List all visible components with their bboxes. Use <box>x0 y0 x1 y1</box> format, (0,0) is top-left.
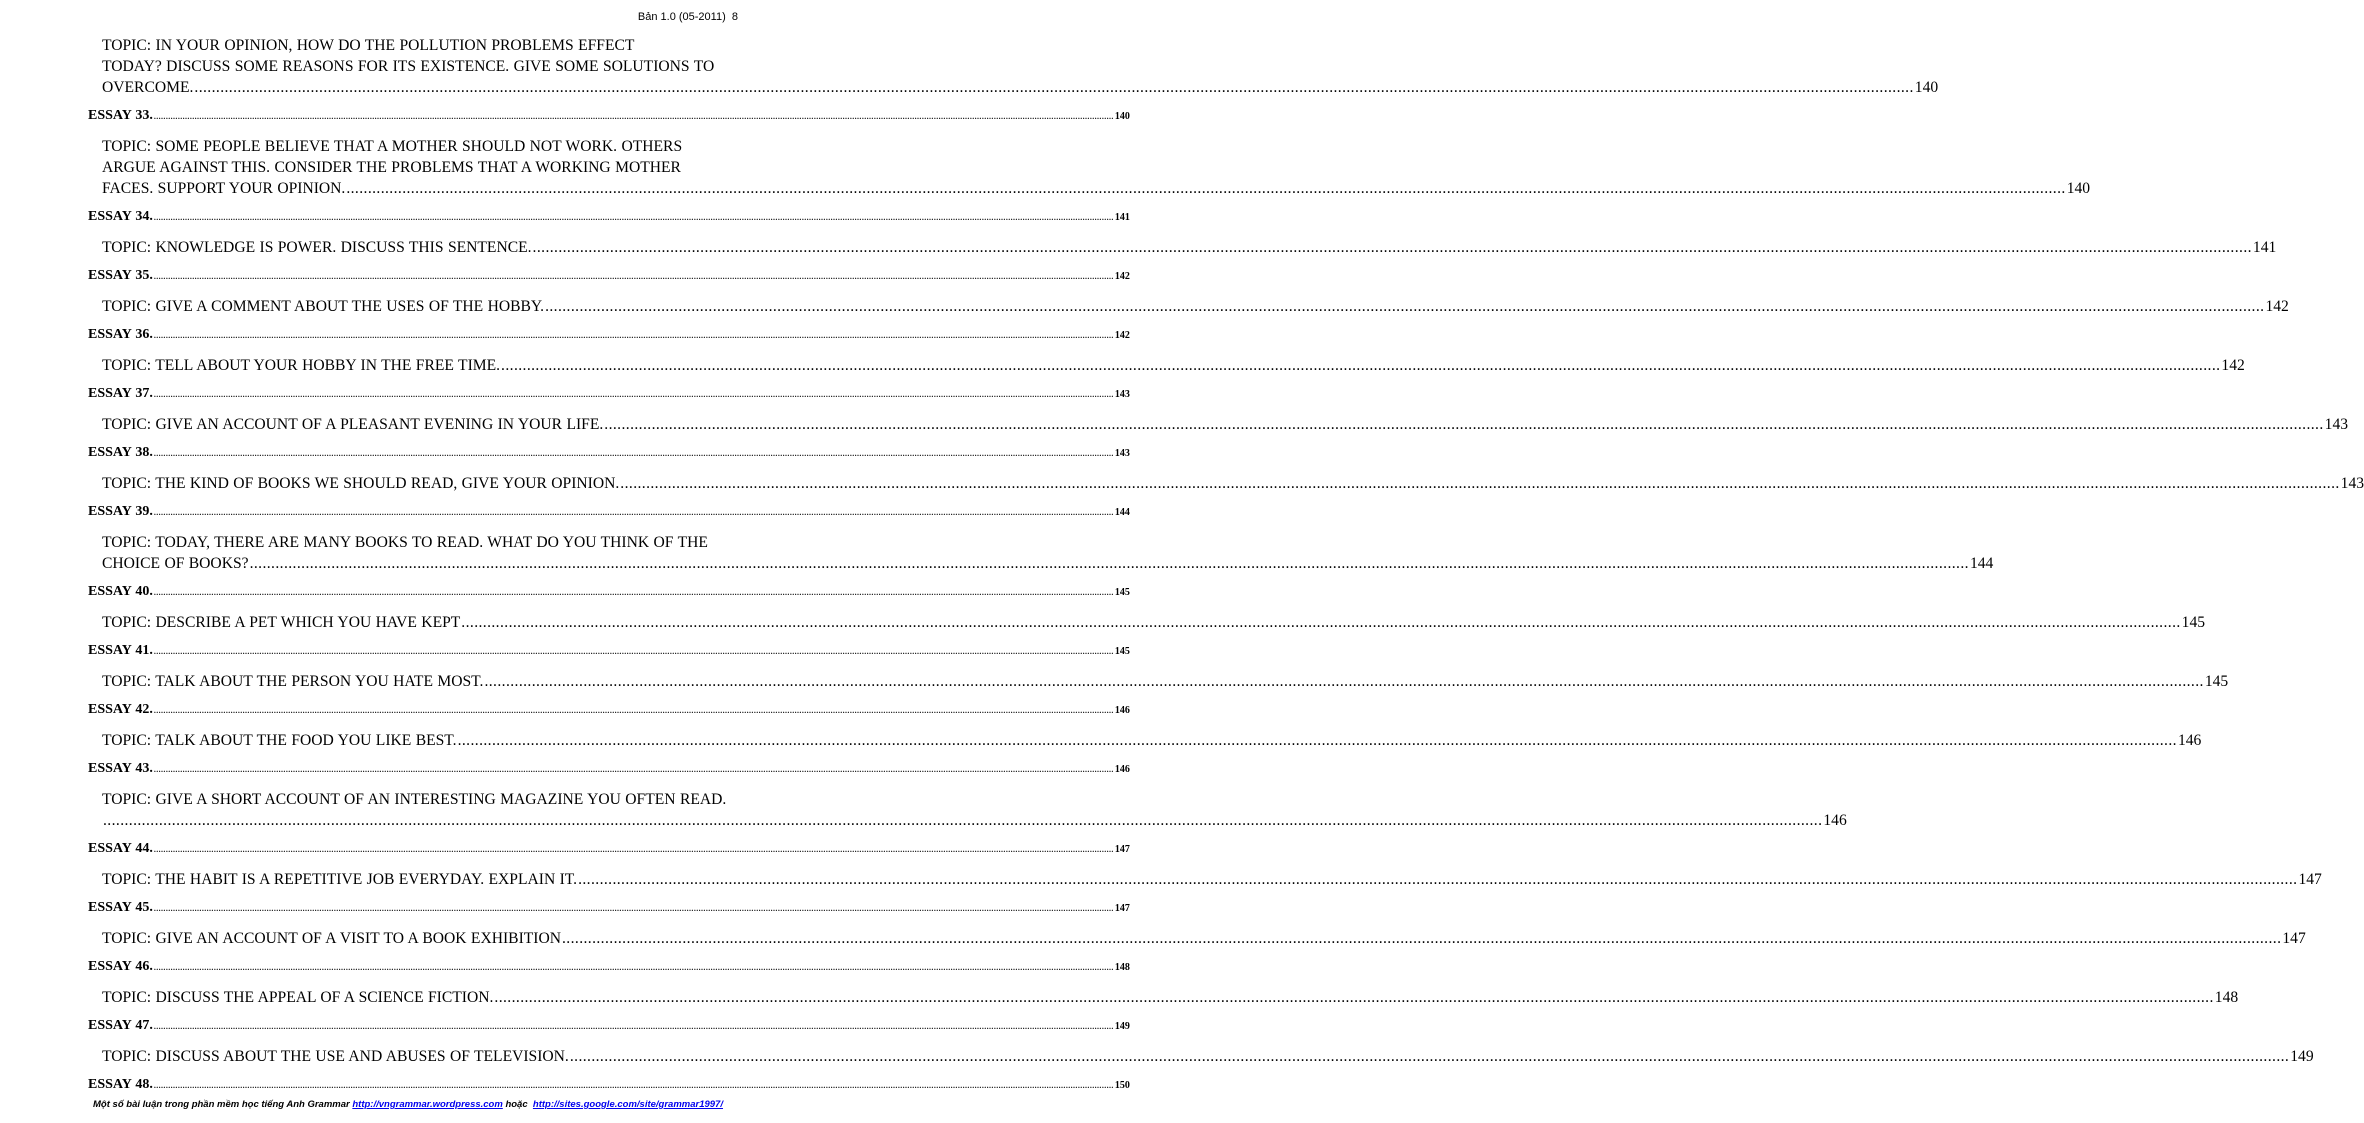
toc-page-number: 146 <box>1823 812 1847 829</box>
toc-page-number: 145 <box>1114 587 1130 598</box>
toc-page-number: 147 <box>1114 903 1130 914</box>
toc-essay-entry[interactable] <box>88 106 1130 127</box>
toc-entry-leader-row <box>88 839 1130 860</box>
toc-page-number: 141 <box>1114 212 1130 223</box>
toc-essay-entry[interactable] <box>88 700 1130 721</box>
toc-page-number: 145 <box>2204 673 2229 690</box>
toc-essay-entry[interactable] <box>88 1075 1130 1096</box>
toc-entry-leader-row <box>88 1075 1130 1096</box>
dot-leader: ................................................................................................................................................................................................................................................................................................................................................................................................................ <box>153 508 1114 517</box>
footer-link-google-sites[interactable]: http://sites.google.com/site/grammar1997/ <box>532 1099 723 1110</box>
toc-topic-entry[interactable] <box>88 473 2364 494</box>
toc-entry-leader-row <box>102 671 2229 692</box>
toc-entry-leader-row <box>88 759 1130 780</box>
toc-essay-entry[interactable] <box>88 325 1130 346</box>
toc-entry-leader-row <box>102 77 1939 98</box>
toc-entry-title: ESSAY 43. <box>88 761 153 776</box>
dot-leader: ................................................................................................................................................................................................................................................................................................................................................................................................................ <box>153 1081 1114 1090</box>
toc-entry-title: ESSAY 41. <box>88 643 153 658</box>
toc-entry-leader-row <box>88 443 1130 464</box>
toc-entry-leader-row <box>102 928 2306 949</box>
toc-entry-title: ESSAY 36. <box>88 327 153 342</box>
page-header <box>638 11 738 23</box>
dot-leader: ................................................................................................................................................................................................................................................................................................................................................................................................................ <box>153 845 1114 854</box>
toc-page-number: 145 <box>2181 614 2206 631</box>
toc-entry-title: ESSAY 47. <box>88 1018 153 1033</box>
footer-link-wordpress[interactable]: http://vngrammar.wordpress.com <box>352 1099 503 1110</box>
toc-entry-title: ESSAY 44. <box>88 841 153 856</box>
toc-page-number: 142 <box>2221 357 2245 374</box>
toc-entry-leader-row <box>102 414 2349 435</box>
toc-topic-entry[interactable] <box>88 869 2322 890</box>
toc-entry-leader-row <box>88 266 1130 287</box>
dot-leader: ................................................................................................................................................................................................................................................................................................................................................................................................................ <box>494 989 2214 1006</box>
toc-page-number: 143 <box>2340 475 2364 492</box>
toc-topic-entry[interactable] <box>88 987 2239 1008</box>
dot-leader: ................................................................................................................................................................................................................................................................................................................................................................................................................ <box>103 812 1823 829</box>
dot-leader: ................................................................................................................................................................................................................................................................................................................................................................................................................ <box>457 732 2177 749</box>
toc-entry-leader-row <box>102 355 2245 376</box>
toc-entry-leader-row <box>102 237 2277 258</box>
toc-entry-leader-row <box>88 106 1130 127</box>
dot-leader: ................................................................................................................................................................................................................................................................................................................................................................................................................ <box>153 390 1114 399</box>
toc-entry-title: ESSAY 48. <box>88 1077 153 1092</box>
table-of-contents <box>88 35 2364 1105</box>
toc-entry-leader-row <box>88 641 1130 662</box>
toc-page-number: 146 <box>1114 705 1130 716</box>
toc-page-number: 147 <box>1114 844 1130 855</box>
toc-page-number: 146 <box>1114 764 1130 775</box>
toc-entry-title: TOPIC: GIVE A COMMENT ABOUT THE USES OF THE HOBBY. <box>102 298 545 315</box>
toc-entry-title: TOPIC: GIVE AN ACCOUNT OF A VISIT TO A BOOK EXHIBITION <box>102 930 561 947</box>
toc-essay-entry[interactable] <box>88 443 1130 464</box>
version-label: Bản 1.0 (05-2011) <box>637 11 726 23</box>
toc-entry-leader-row <box>88 207 1130 228</box>
toc-entry-title: TOPIC: THE HABIT IS A REPETITIVE JOB EVERYDAY. EXPLAIN IT. <box>102 871 578 888</box>
page-footer <box>0 1099 816 1110</box>
toc-entry-title: TOPIC: KNOWLEDGE IS POWER. DISCUSS THIS SENTENCE. <box>102 239 532 256</box>
toc-essay-entry[interactable] <box>88 641 1130 662</box>
toc-essay-entry[interactable] <box>88 759 1130 780</box>
toc-entry-line: TOPIC: GIVE A SHORT ACCOUNT OF AN INTERESTING MAGAZINE YOU OFTEN READ. <box>102 791 727 808</box>
toc-essay-entry[interactable] <box>88 207 1130 228</box>
dot-leader: ................................................................................................................................................................................................................................................................................................................................................................................................................ <box>578 871 2298 888</box>
toc-page-number: 142 <box>1114 330 1130 341</box>
toc-topic-entry[interactable] <box>88 296 2289 317</box>
toc-topic-entry[interactable] <box>88 35 1939 98</box>
toc-topic-entry[interactable] <box>88 671 2229 692</box>
toc-page-number: 140 <box>1114 111 1130 122</box>
dot-leader: ................................................................................................................................................................................................................................................................................................................................................................................................................ <box>153 112 1114 121</box>
toc-topic-entry[interactable] <box>88 355 2245 376</box>
toc-entry-title: ESSAY 46. <box>88 959 153 974</box>
toc-essay-entry[interactable] <box>88 384 1130 405</box>
toc-entry-title: ESSAY 35. <box>88 268 153 283</box>
dot-leader: ................................................................................................................................................................................................................................................................................................................................................................................................................ <box>620 475 2340 492</box>
toc-page-number: 147 <box>2298 871 2322 888</box>
toc-entry-leader-row <box>88 957 1130 978</box>
toc-entry-title: ESSAY 45. <box>88 900 153 915</box>
toc-entry-title: TOPIC: DESCRIBE A PET WHICH YOU HAVE KEPT <box>102 614 461 631</box>
toc-essay-entry[interactable] <box>88 582 1130 603</box>
toc-topic-entry[interactable] <box>88 928 2306 949</box>
toc-page-number: 149 <box>1114 1021 1130 1032</box>
toc-topic-entry[interactable] <box>88 532 1994 574</box>
toc-entry-line: TOPIC: IN YOUR OPINION, HOW DO THE POLLUTION PROBLEMS EFFECT <box>102 37 635 54</box>
dot-leader: ................................................................................................................................................................................................................................................................................................................................................................................................................ <box>153 647 1114 656</box>
toc-entry-leader-row <box>102 1046 2314 1067</box>
dot-leader: ................................................................................................................................................................................................................................................................................................................................................................................................................ <box>153 272 1114 281</box>
toc-page-number: 143 <box>2324 416 2349 433</box>
footer-conjunction: hoặc <box>505 1099 528 1110</box>
dot-leader: ................................................................................................................................................................................................................................................................................................................................................................................................................ <box>501 357 2221 374</box>
toc-entry-line: TODAY? DISCUSS SOME REASONS FOR ITS EXISTENCE. GIVE SOME SOLUTIONS TO <box>102 58 715 75</box>
toc-entry-title: FACES. SUPPORT YOUR OPINION. <box>102 180 346 197</box>
toc-page-number: 140 <box>1914 79 1939 96</box>
dot-leader: ................................................................................................................................................................................................................................................................................................................................................................................................................ <box>346 180 2066 197</box>
toc-entry-line: ARGUE AGAINST THIS. CONSIDER THE PROBLEMS THAT A WORKING MOTHER <box>102 159 681 176</box>
toc-page-number: 141 <box>2252 239 2277 256</box>
toc-entry-title: TOPIC: DISCUSS ABOUT THE USE AND ABUSES OF TELEVISION. <box>102 1048 569 1065</box>
dot-leader: ................................................................................................................................................................................................................................................................................................................................................................................................................ <box>153 213 1114 222</box>
dot-leader: ................................................................................................................................................................................................................................................................................................................................................................................................................ <box>153 331 1114 340</box>
toc-essay-entry[interactable] <box>88 266 1130 287</box>
toc-entry-line: TOPIC: SOME PEOPLE BELIEVE THAT A MOTHER SHOULD NOT WORK. OTHERS <box>102 138 683 155</box>
toc-essay-entry[interactable] <box>88 502 1130 523</box>
toc-entry-leader-row <box>88 700 1130 721</box>
toc-page-number: 146 <box>2177 732 2202 749</box>
toc-entry-title: TOPIC: TALK ABOUT THE FOOD YOU LIKE BEST. <box>102 732 457 749</box>
dot-leader: ................................................................................................................................................................................................................................................................................................................................................................................................................ <box>153 449 1114 458</box>
toc-entry-line: TOPIC: TODAY, THERE ARE MANY BOOKS TO READ. WHAT DO YOU THINK OF THE <box>102 534 708 551</box>
toc-topic-entry[interactable] <box>88 136 2091 199</box>
toc-entry-leader-row <box>88 502 1130 523</box>
toc-entry-title: ESSAY 42. <box>88 702 153 717</box>
toc-page-number: 145 <box>1114 646 1130 657</box>
dot-leader: ................................................................................................................................................................................................................................................................................................................................................................................................................ <box>569 1048 2290 1065</box>
dot-leader: ................................................................................................................................................................................................................................................................................................................................................................................................................ <box>461 614 2181 631</box>
toc-entry-title: ESSAY 37. <box>88 386 153 401</box>
toc-page-number: 142 <box>2265 298 2289 315</box>
dot-leader: ................................................................................................................................................................................................................................................................................................................................................................................................................ <box>153 1022 1114 1031</box>
dot-leader: ................................................................................................................................................................................................................................................................................................................................................................................................................ <box>153 706 1114 715</box>
toc-essay-entry[interactable] <box>88 1016 1130 1037</box>
toc-essay-entry[interactable] <box>88 898 1130 919</box>
toc-page-number: 148 <box>2214 989 2239 1006</box>
dot-leader: ................................................................................................................................................................................................................................................................................................................................................................................................................ <box>194 79 1914 96</box>
toc-page-number: 142 <box>1114 271 1130 282</box>
dot-leader: ................................................................................................................................................................................................................................................................................................................................................................................................................ <box>562 930 2282 947</box>
toc-entry-leader-row <box>88 325 1130 346</box>
dot-leader: ................................................................................................................................................................................................................................................................................................................................................................................................................ <box>604 416 2324 433</box>
page-number: 8 <box>731 11 738 23</box>
toc-entry-leader-row <box>102 810 1847 831</box>
toc-entry-leader-row <box>88 1016 1130 1037</box>
toc-page-number: 143 <box>1114 389 1130 400</box>
toc-topic-entry[interactable] <box>88 789 1847 831</box>
toc-entry-title: TOPIC: TELL ABOUT YOUR HOBBY IN THE FREE TIME. <box>102 357 501 374</box>
toc-entry-title: TOPIC: TALK ABOUT THE PERSON YOU HATE MOST. <box>102 673 484 690</box>
toc-entry-title: ESSAY 40. <box>88 584 153 599</box>
toc-page-number: 144 <box>1114 507 1130 518</box>
toc-entry-title: TOPIC: DISCUSS THE APPEAL OF A SCIENCE FICTION. <box>102 989 494 1006</box>
toc-topic-entry[interactable] <box>88 730 2202 751</box>
toc-entry-title: ESSAY 34. <box>88 209 153 224</box>
toc-page-number: 143 <box>1114 448 1130 459</box>
toc-entry-leader-row <box>102 473 2364 494</box>
toc-entry-leader-row <box>102 869 2322 890</box>
toc-entry-leader-row <box>102 987 2239 1008</box>
toc-entry-title: ESSAY 38. <box>88 445 153 460</box>
toc-page-number: 150 <box>1114 1080 1130 1091</box>
toc-entry-leader-row <box>88 384 1130 405</box>
toc-entry-leader-row <box>102 553 1994 574</box>
dot-leader: ................................................................................................................................................................................................................................................................................................................................................................................................................ <box>545 298 2265 315</box>
toc-entry-leader-row <box>102 178 2091 199</box>
toc-topic-entry[interactable] <box>88 237 2277 258</box>
toc-entry-title: OVERCOME. <box>102 79 194 96</box>
toc-page-number: 144 <box>1969 555 1994 572</box>
toc-page-number: 147 <box>2282 930 2306 947</box>
toc-topic-entry[interactable] <box>88 414 2349 435</box>
toc-entry-title: TOPIC: THE KIND OF BOOKS WE SHOULD READ, GIVE YOUR OPINION. <box>102 475 620 492</box>
dot-leader: ................................................................................................................................................................................................................................................................................................................................................................................................................ <box>532 239 2252 256</box>
toc-entry-leader-row <box>102 730 2202 751</box>
toc-entry-leader-row <box>88 898 1130 919</box>
toc-topic-entry[interactable] <box>88 1046 2314 1067</box>
dot-leader: ................................................................................................................................................................................................................................................................................................................................................................................................................ <box>153 588 1114 597</box>
dot-leader: ................................................................................................................................................................................................................................................................................................................................................................................................................ <box>249 555 1969 572</box>
toc-entry-leader-row <box>102 296 2289 317</box>
toc-entry-title: CHOICE OF BOOKS? <box>102 555 249 572</box>
toc-entry-title: ESSAY 33. <box>88 108 153 123</box>
dot-leader: ................................................................................................................................................................................................................................................................................................................................................................................................................ <box>153 904 1114 913</box>
dot-leader: ................................................................................................................................................................................................................................................................................................................................................................................................................ <box>153 963 1114 972</box>
dot-leader: ................................................................................................................................................................................................................................................................................................................................................................................................................ <box>484 673 2204 690</box>
toc-page-number: 148 <box>1114 962 1130 973</box>
toc-essay-entry[interactable] <box>88 957 1130 978</box>
footer-text: Một số bài luận trong phần mềm học tiếng Anh Grammar <box>93 1099 350 1110</box>
toc-entry-leader-row <box>88 582 1130 603</box>
toc-entry-title: TOPIC: GIVE AN ACCOUNT OF A PLEASANT EVENING IN YOUR LIFE. <box>102 416 604 433</box>
toc-entry-title: ESSAY 39. <box>88 504 153 519</box>
toc-entry-leader-row <box>102 612 2206 633</box>
toc-page-number: 140 <box>2066 180 2091 197</box>
dot-leader: ................................................................................................................................................................................................................................................................................................................................................................................................................ <box>153 765 1114 774</box>
toc-page-number: 149 <box>2290 1048 2314 1065</box>
toc-essay-entry[interactable] <box>88 839 1130 860</box>
toc-topic-entry[interactable] <box>88 612 2206 633</box>
